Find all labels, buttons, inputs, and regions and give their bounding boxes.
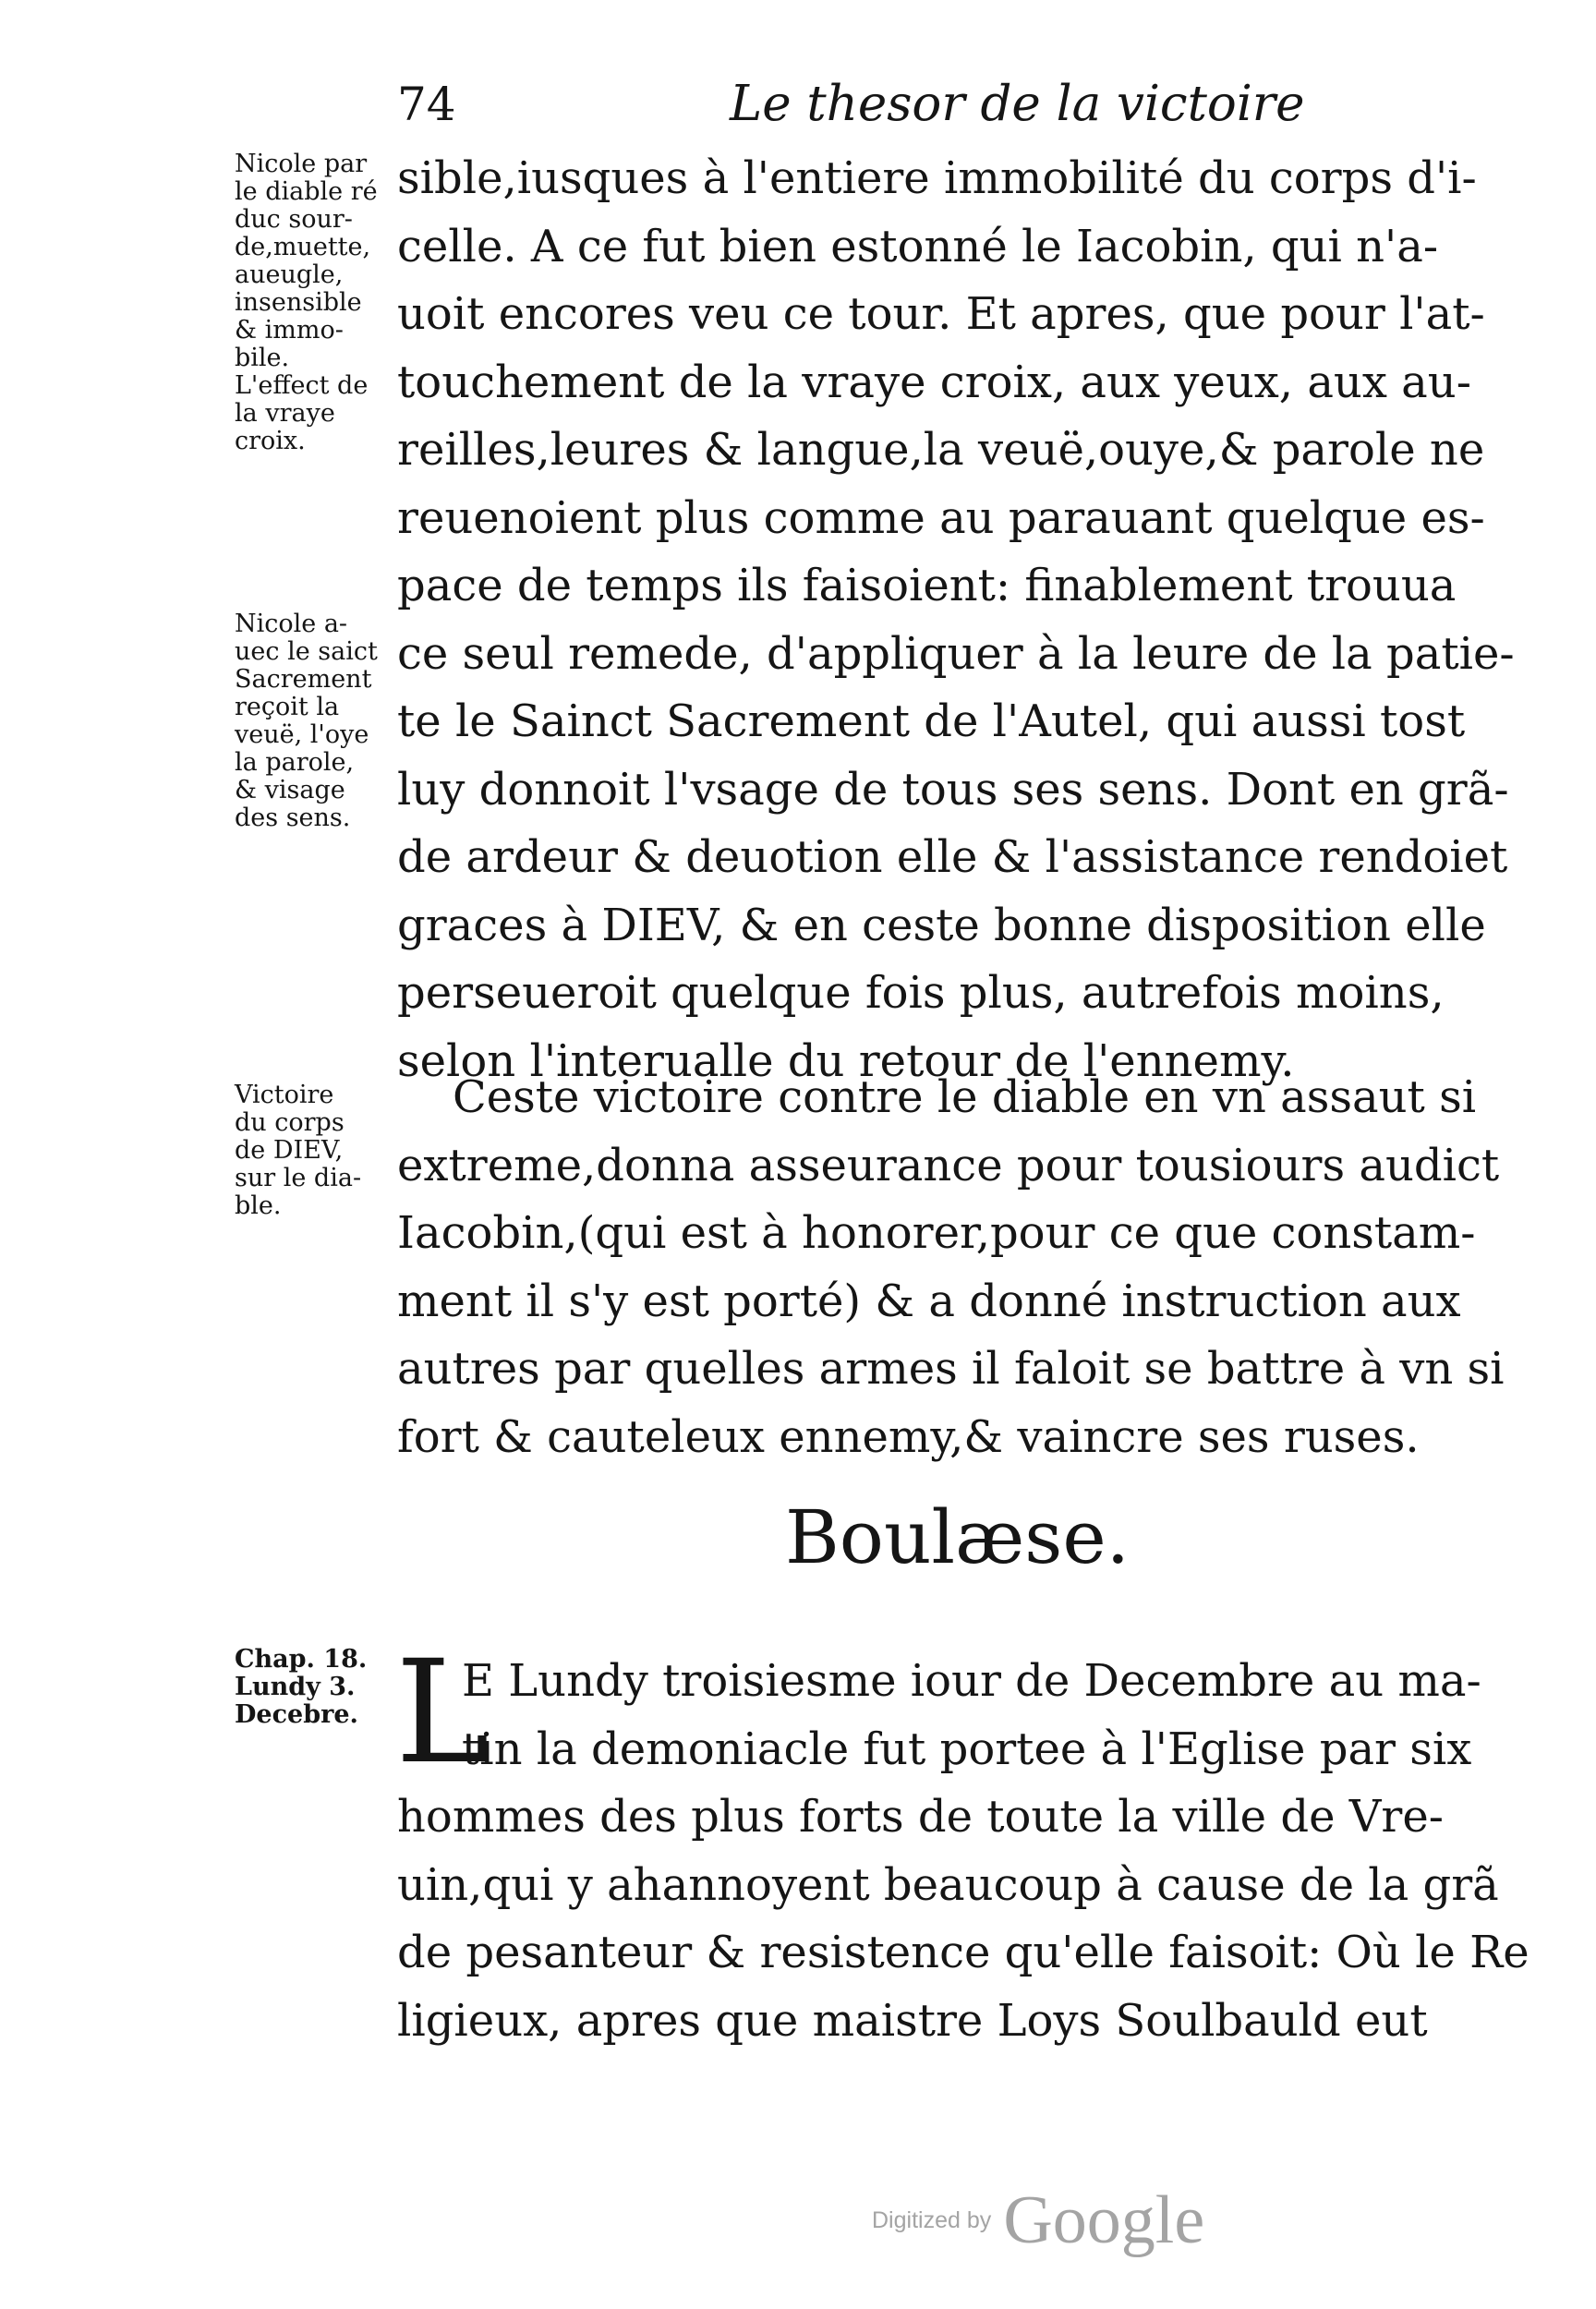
margin-note-line: ble.: [235, 1191, 282, 1220]
page-number: 74: [397, 78, 456, 131]
text-line: sible,iusques à l'entiere immobilité du corps d'i-: [397, 152, 1477, 204]
margin-note-line: le diable ré: [235, 177, 378, 206]
text-line: touchement de la vraye croix, aux yeux, aux au-: [397, 356, 1471, 408]
margin-note-line: Decebre.: [235, 1700, 358, 1729]
main-paragraph: [397, 1064, 1505, 1471]
margin-note-line: Sacrement: [235, 665, 372, 694]
text-line: autres par quelles armes il faloit se battre à vn si: [397, 1343, 1505, 1395]
margin-note-line: croix.: [235, 427, 306, 455]
margin-note-line: Chap. 18.: [235, 1645, 368, 1674]
margin-note: [235, 610, 390, 832]
text-line: ligieux, apres que maistre Loys Soulbauld eut: [397, 1994, 1428, 2047]
margin-note-line: uec le saict: [235, 637, 378, 666]
margin-note-line: & visage: [235, 776, 345, 804]
text-line: uoit encores veu ce tour. Et apres, que pour l'at-: [397, 288, 1485, 340]
drop-initial: L: [395, 1630, 490, 1795]
running-title: Le thesor de la victoire: [730, 76, 1305, 132]
margin-note-line: Lundy 3.: [235, 1673, 356, 1701]
margin-note-chapter: [235, 1646, 390, 1729]
main-paragraph: [397, 145, 1515, 1095]
text-line: reuenoient plus comme au parauant quelque es-: [397, 491, 1485, 544]
main-paragraph: [397, 1648, 1530, 2055]
text-line: graces à DIEV, & en ceste bonne disposition elle: [397, 899, 1486, 951]
text-line: fort & cauteleux ennemy,& vaincre ses ruses.: [397, 1410, 1420, 1463]
margin-note-line: sur le dia-: [235, 1164, 362, 1192]
text-line: pace de temps ils faisoient: finablement trouua: [397, 560, 1457, 611]
margin-note-line: Nicole par: [235, 150, 368, 178]
text-line: te le Sainct Sacrement de l'Autel, qui aussi tost: [397, 695, 1466, 747]
margin-note-line: la parole,: [235, 748, 355, 777]
text-line: perseueroit quelque fois plus, autrefois moins,: [397, 967, 1445, 1019]
text-line: luy donnoit l'vsage de tous ses sens. Dont en grã-: [397, 763, 1509, 816]
text-line: ce seul remede, d'appliquer à la leure de la patie-: [397, 627, 1515, 680]
margin-note: [235, 151, 390, 372]
text-line: de ardeur & deuotion elle & l'assistance rendoiet: [397, 831, 1508, 883]
section-heading: Boulæse.: [785, 1494, 1130, 1580]
margin-note: [235, 372, 390, 455]
margin-note-line: de,muette,: [235, 233, 371, 261]
text-line: tin la demoniacle fut portee à l'Eglise par six: [462, 1723, 1472, 1775]
digitization-watermark: [872, 2182, 1204, 2260]
margin-note-line: des sens.: [235, 804, 351, 832]
margin-note-line: bile.: [235, 344, 290, 372]
watermark-prefix: Digitized by: [872, 2207, 992, 2233]
margin-note-line: du corps: [235, 1108, 345, 1137]
text-line: selon l'interualle du retour de l'ennemy.: [397, 1034, 1295, 1087]
text-line: de pesanteur & resistence qu'elle faisoit: Où le Re: [397, 1927, 1530, 1978]
text-line: uin,qui y ahannoyent beaucoup à cause de la grã: [397, 1858, 1499, 1911]
margin-note-line: & immo-: [235, 316, 344, 345]
google-logo: Google: [1003, 2182, 1205, 2258]
text-line: celle. A ce fut bien estonné le Iacobin, qui n'a-: [397, 220, 1439, 272]
text-line: Iacobin,(qui est à honorer,pour ce que constam-: [397, 1207, 1476, 1259]
text-line: ment il s'y est porté) & a donné instruction aux: [397, 1275, 1461, 1327]
text-line: E Lundy troisiesme iour de Decembre au ma-: [462, 1655, 1481, 1707]
margin-note: [235, 1082, 390, 1220]
margin-note-line: Victoire: [235, 1081, 334, 1109]
margin-note-line: L'effect de: [235, 371, 369, 400]
margin-note-line: de DIEV,: [235, 1136, 344, 1165]
text-line: extreme,donna asseurance pour tousiours audict: [397, 1139, 1500, 1191]
margin-note-line: veuë, l'oye: [235, 720, 369, 749]
margin-note-line: la vraye: [235, 399, 335, 428]
margin-note-line: Nicole a-: [235, 610, 348, 638]
margin-note-line: aueugle,: [235, 260, 344, 289]
margin-note-line: reçoit la: [235, 693, 340, 721]
text-line: Ceste victoire contre le diable en vn assaut si: [453, 1071, 1477, 1123]
margin-note-line: duc sour-: [235, 205, 353, 234]
margin-note-line: insensible: [235, 288, 362, 317]
text-line: reilles,leures & langue,la veuë,ouye,& parole ne: [397, 424, 1485, 476]
text-line: hommes des plus forts de toute la ville de Vre-: [397, 1791, 1444, 1843]
